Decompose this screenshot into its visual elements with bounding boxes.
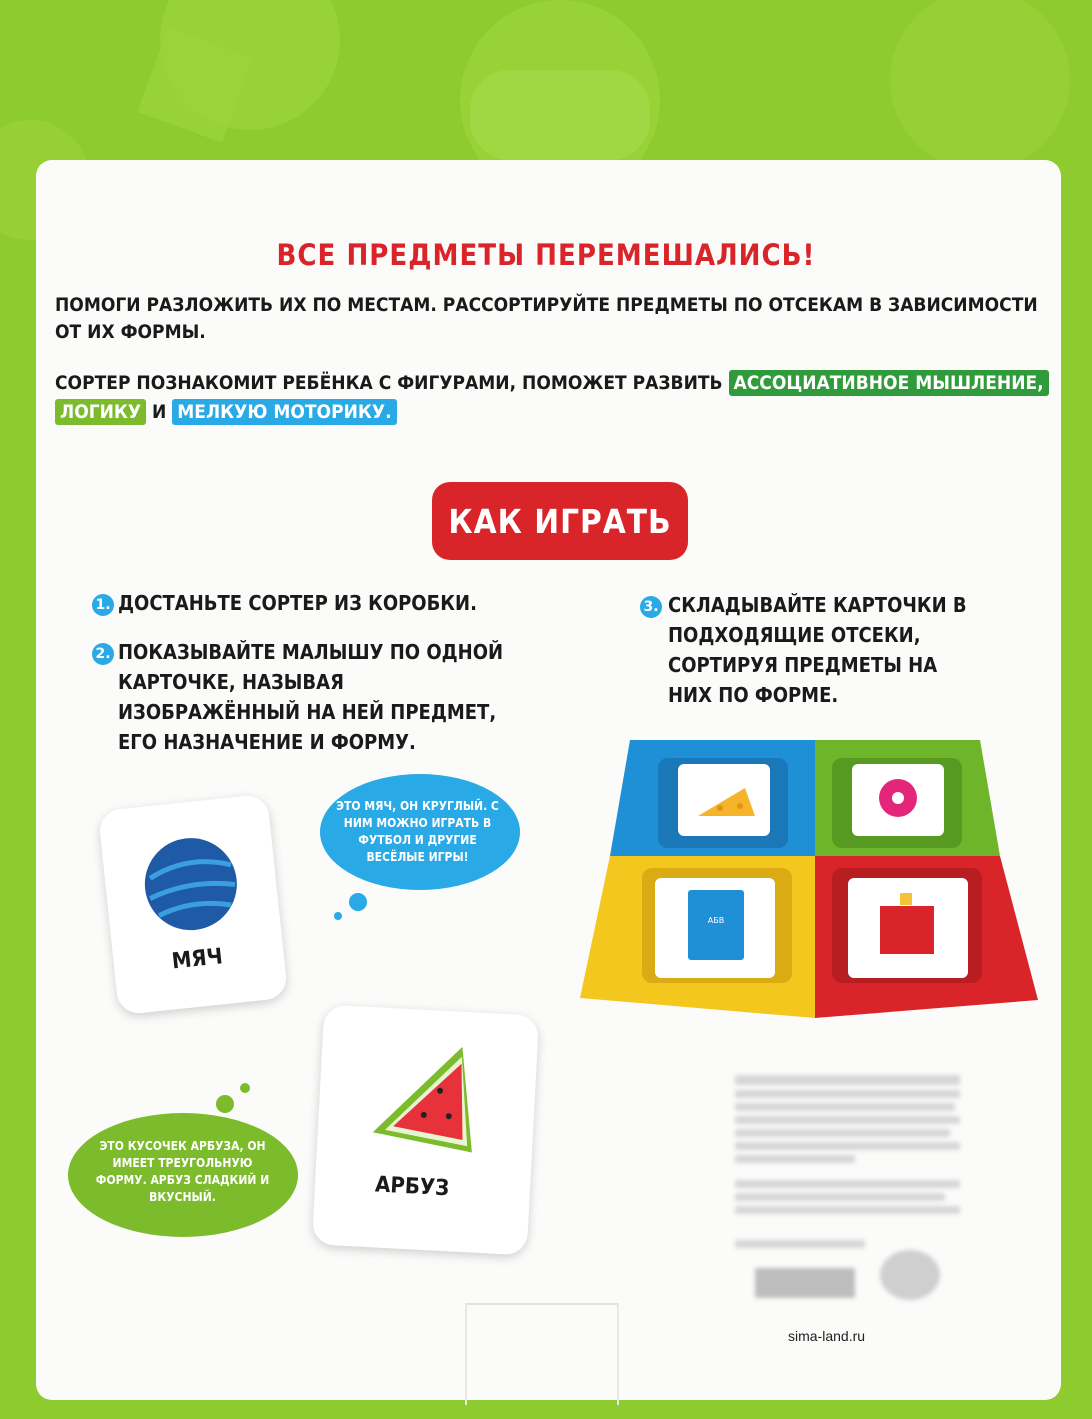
intro-text: ПОМОГИ РАЗЛОЖИТЬ ИХ ПО МЕСТАМ. РАССОРТИРУЙТЕ ПРЕДМЕТЫ ПО ОТСЕКАМ В ЗАВИСИМОСТИ ОТ ИХ ФОРМЫ. (55, 294, 1038, 343)
skill-fine-motor: МЕЛКУЮ МОТОРИКУ. (172, 399, 396, 425)
development-text (55, 369, 1055, 427)
skill-logic: ЛОГИКУ (55, 399, 146, 425)
watermelon-bubble-text: ЭТО КУСОЧЕК АРБУЗА, ОН ИМЕЕТ ТРЕУГОЛЬНУЮ ФОРМУ. АРБУЗ СЛАДКИЙ И ВКУСНЫЙ. (95, 1139, 270, 1204)
conjunction-text: И (152, 401, 167, 423)
step-2-text: ПОКАЗЫВАЙТЕ МАЛЫШУ ПО ОДНОЙ КАРТОЧКЕ, НАЗЫВАЯ ИЗОБРАЖЁННЫЙ НА НЕЙ ПРЕДМЕТ, ЕГО НАЗНАЧЕНИЕ И ФОРМУ. (118, 640, 504, 754)
main-title: ВСЕ ПРЕДМЕТЫ ПЕРЕМЕШАЛИСЬ! (276, 238, 816, 272)
how-to-play-heading: КАК ИГРАТЬ (432, 482, 688, 560)
ball-card (98, 794, 288, 1016)
watermelon-card-label: АРБУЗ (374, 1172, 450, 1202)
step-number-3: 3. (640, 596, 662, 618)
ball-bubble-text: ЭТО МЯЧ, ОН КРУГЛЫЙ. С НИМ МОЖНО ИГРАТЬ В ФУТБОЛ И ДРУГИЕ ВЕСЁЛЫЕ ИГРЫ! (336, 799, 499, 864)
skill-associative-thinking: АССОЦИАТИВНОЕ МЫШЛЕНИЕ, (729, 370, 1049, 396)
watermelon-icon (362, 1037, 498, 1164)
ball-card-label: МЯЧ (170, 944, 224, 975)
step-1-text: ДОСТАНЬТЕ СОРТЕР ИЗ КОРОБКИ. (118, 591, 477, 615)
step-number-2: 2. (92, 643, 114, 665)
sorter-tray-illustration (570, 728, 1045, 1023)
hanger-notch (465, 1303, 619, 1405)
step-3-text: СКЛАДЫВАЙТЕ КАРТОЧКИ В ПОДХОДЯЩИЕ ОТСЕКИ, СОРТИРУЯ ПРЕДМЕТЫ НА НИХ ПО ФОРМЕ. (668, 593, 967, 707)
development-prefix: СОРТЕР ПОЗНАКОМИТ РЕБЁНКА С ФИГУРАМИ, ПОМОЖЕТ РАЗВИТЬ (55, 372, 723, 394)
website-text: sima-land.ru (788, 1328, 866, 1344)
ball-icon (136, 829, 246, 939)
step-number-1: 1. (92, 594, 114, 616)
watermelon-card (312, 1005, 539, 1256)
book-title-text: АБВ (707, 916, 725, 925)
